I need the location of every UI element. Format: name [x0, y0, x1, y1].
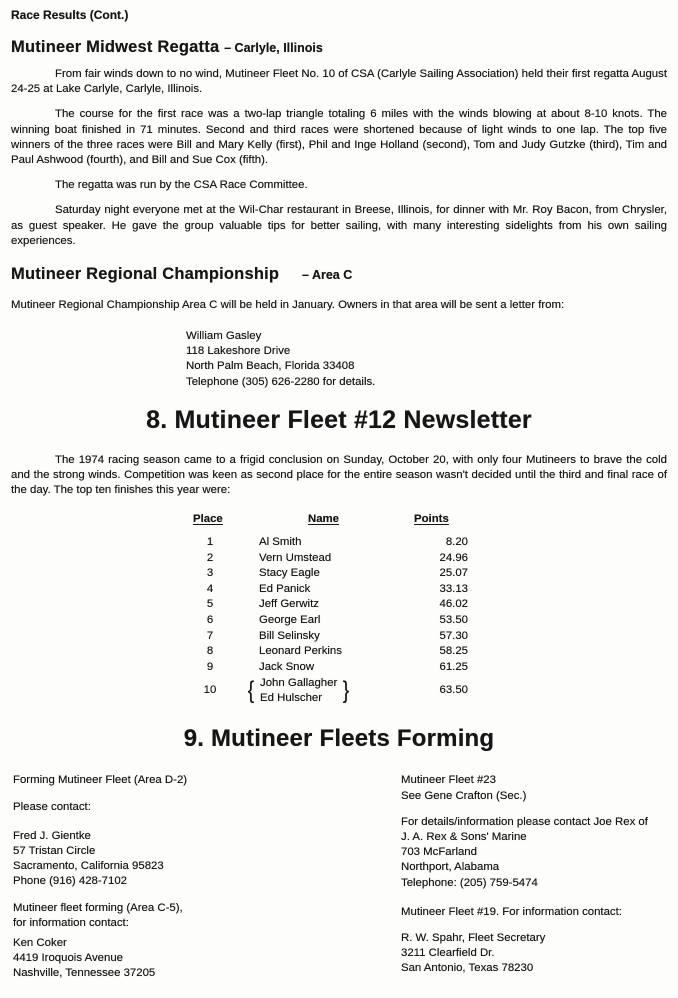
row-name: Al Smith	[259, 536, 302, 549]
tied-names-cell	[241, 676, 406, 705]
contact-city: North Palm Beach, Florida 33408	[186, 360, 355, 373]
table-row	[179, 566, 667, 582]
table-row	[179, 597, 667, 613]
fleet19-heading: Mutineer Fleet #19. For information contact:	[401, 905, 622, 918]
regional-championship-heading-main: Mutineer Regional Championship	[11, 265, 280, 284]
midwest-regatta-heading-suffix: – Carlyle, Illinois	[224, 41, 323, 55]
tied-name-2: Ed Hulscher	[260, 691, 323, 704]
row-points: 63.50	[439, 684, 468, 697]
right-brace-glyph: }	[343, 676, 350, 704]
table-row-tied	[179, 676, 667, 705]
contact-name: William Gasley	[186, 330, 262, 343]
row-name: Vern Umstead	[259, 551, 332, 564]
row-points: 53.50	[439, 614, 468, 627]
fleet23-subline: See Gene Crafton (Sec.)	[401, 789, 527, 802]
row-points: 8.20	[445, 536, 468, 549]
area-c5-subline: for information contact:	[13, 916, 129, 929]
fleets-forming-right-column	[401, 773, 665, 981]
newsletter-intro-paragraph: The 1974 racing season came to a frigid conclusion on Sunday, October 20, with only four Mutineers to brave the cold and the strong winds. Competition was keen as second place for the entire season wasn't decided until the third and final race of the day. The top ten finishes this year were:	[11, 453, 667, 497]
row-points: 25.07	[439, 567, 468, 580]
continuation-header: Race Results (Cont.)	[11, 8, 129, 22]
midwest-paragraph-2: The course for the first race was a two-lap triangle totaling 6 miles with the winds blowing at about 8-10 knots. The winning boat finished in 71 minutes. Second and third races were shortened because of light winds to one lap. The top five winners of the three races were Bill and Mary Kelly (first), Phil and Inge Holland (second), Tom and Judy Gutzke (third), Tim and Paul Ashwood (fourth), and Bill and Sue Cox (fifth).	[11, 108, 667, 167]
fleet23-contact-line2: J. A. Rex & Sons' Marine	[401, 831, 527, 843]
table-row	[179, 551, 667, 567]
fleet23-contact-phone: Telephone: (205) 759-5474	[401, 876, 538, 889]
row-points: 33.13	[439, 582, 468, 595]
header-points: Points	[414, 513, 449, 526]
results-table-header	[179, 512, 667, 528]
table-row	[179, 629, 667, 645]
d2-contact-city: Sacramento, California 95823	[13, 860, 164, 873]
row-points: 24.96	[439, 551, 468, 564]
row-name: Jack Snow	[259, 660, 315, 673]
row-place: 10	[203, 684, 217, 697]
fleet23-contact-line4: Northport, Alabama	[401, 861, 500, 874]
regional-championship-heading	[11, 265, 667, 284]
area-d2-heading: Forming Mutineer Fleet (Area D-2)	[13, 774, 188, 787]
midwest-paragraph-1: From fair winds down to no wind, Mutineer Fleet No. 10 of CSA (Carlyle Sailing Association) held their first regatta August 24-25 at Lake Carlyle, Carlyle, Illinois.	[11, 68, 667, 96]
fleet23-contact-line1: For details/information please contact Joe Rex of	[401, 815, 648, 828]
contact-phone: Telephone (305) 626-2280 for details.	[186, 375, 376, 388]
section-8-title: 8. Mutineer Fleet #12 Newsletter	[146, 405, 532, 434]
regional-championship-heading-suffix: – Area C	[301, 268, 353, 283]
results-table	[179, 512, 667, 705]
d2-contact-phone: Phone (916) 428-7102	[13, 875, 127, 888]
row-name: Jeff Gerwitz	[259, 598, 319, 611]
row-place: 7	[206, 629, 214, 642]
area-c5-heading: Mutineer fleet forming (Area C-5),	[13, 901, 183, 914]
midwest-regatta-heading-main: Mutineer Midwest Regatta	[11, 38, 220, 56]
header-place: Place	[193, 513, 223, 526]
midwest-paragraph-3: The regatta was run by the CSA Race Committee.	[55, 179, 308, 192]
row-points: 57.30	[439, 629, 468, 642]
row-name: Leonard Perkins	[259, 645, 342, 658]
area-d2-subline: Please contact:	[13, 800, 91, 813]
row-points: 61.25	[439, 660, 468, 673]
fleets-forming-columns	[11, 773, 667, 981]
c5-contact-name: Ken Coker	[13, 937, 67, 950]
table-row	[179, 613, 667, 629]
regional-intro-line: Mutineer Regional Championship Area C will be held in January. Owners in that area will be sent a letter from:	[11, 299, 565, 312]
d2-contact-name: Fred J. Gientke	[13, 829, 91, 842]
row-place: 6	[206, 614, 214, 627]
row-place: 9	[206, 660, 214, 673]
row-place: 5	[206, 598, 214, 611]
table-row	[179, 535, 667, 551]
row-place: 8	[206, 645, 214, 658]
row-name: Stacy Eagle	[259, 567, 320, 580]
fleets-forming-left-column	[11, 773, 401, 981]
fleet19-contact-street: 3211 Clearfield Dr.	[401, 947, 495, 960]
fleet23-heading: Mutineer Fleet #23	[401, 774, 496, 787]
fleet19-contact-name: R. W. Spahr, Fleet Secretary	[401, 932, 546, 945]
row-place: 3	[206, 567, 214, 580]
row-name: Bill Selinsky	[259, 629, 320, 642]
fleet19-contact-city: San Antonio, Texas 78230	[401, 962, 534, 975]
header-name: Name	[307, 513, 340, 526]
row-points: 58.25	[439, 645, 468, 658]
table-row	[179, 644, 667, 660]
table-row	[179, 660, 667, 676]
c5-contact-street: 4419 Iroquois Avenue	[13, 952, 123, 965]
contact-street: 118 Lakeshore Drive	[186, 345, 291, 358]
row-place: 2	[206, 551, 214, 564]
row-name: George Earl	[259, 614, 321, 627]
row-name: Ed Panick	[259, 582, 311, 595]
row-points: 46.02	[439, 598, 468, 611]
c5-contact-city: Nashville, Tennessee 37205	[13, 967, 156, 980]
tied-name-1: John Gallagher	[260, 677, 338, 690]
section-9-title: 9. Mutineer Fleets Forming	[183, 725, 495, 753]
row-place: 4	[206, 582, 214, 595]
midwest-regatta-heading	[11, 38, 667, 57]
midwest-paragraph-4: Saturday night everyone met at the Wil-Char restaurant in Breese, Illinois, for dinner with Mr. Roy Bacon, from Chrysler, as guest speaker. He gave the group valuable tips for better sailing, with many interesting sidelights from his own sailing experiences.	[11, 204, 667, 247]
left-brace-glyph: {	[247, 676, 255, 704]
fleet23-contact-line3: 703 McFarland	[401, 846, 477, 859]
row-place: 1	[206, 536, 214, 549]
d2-contact-street: 57 Tristan Circle	[13, 845, 96, 857]
regional-contact-block	[186, 329, 667, 390]
tied-names-stack	[255, 676, 342, 705]
table-row	[179, 582, 667, 598]
